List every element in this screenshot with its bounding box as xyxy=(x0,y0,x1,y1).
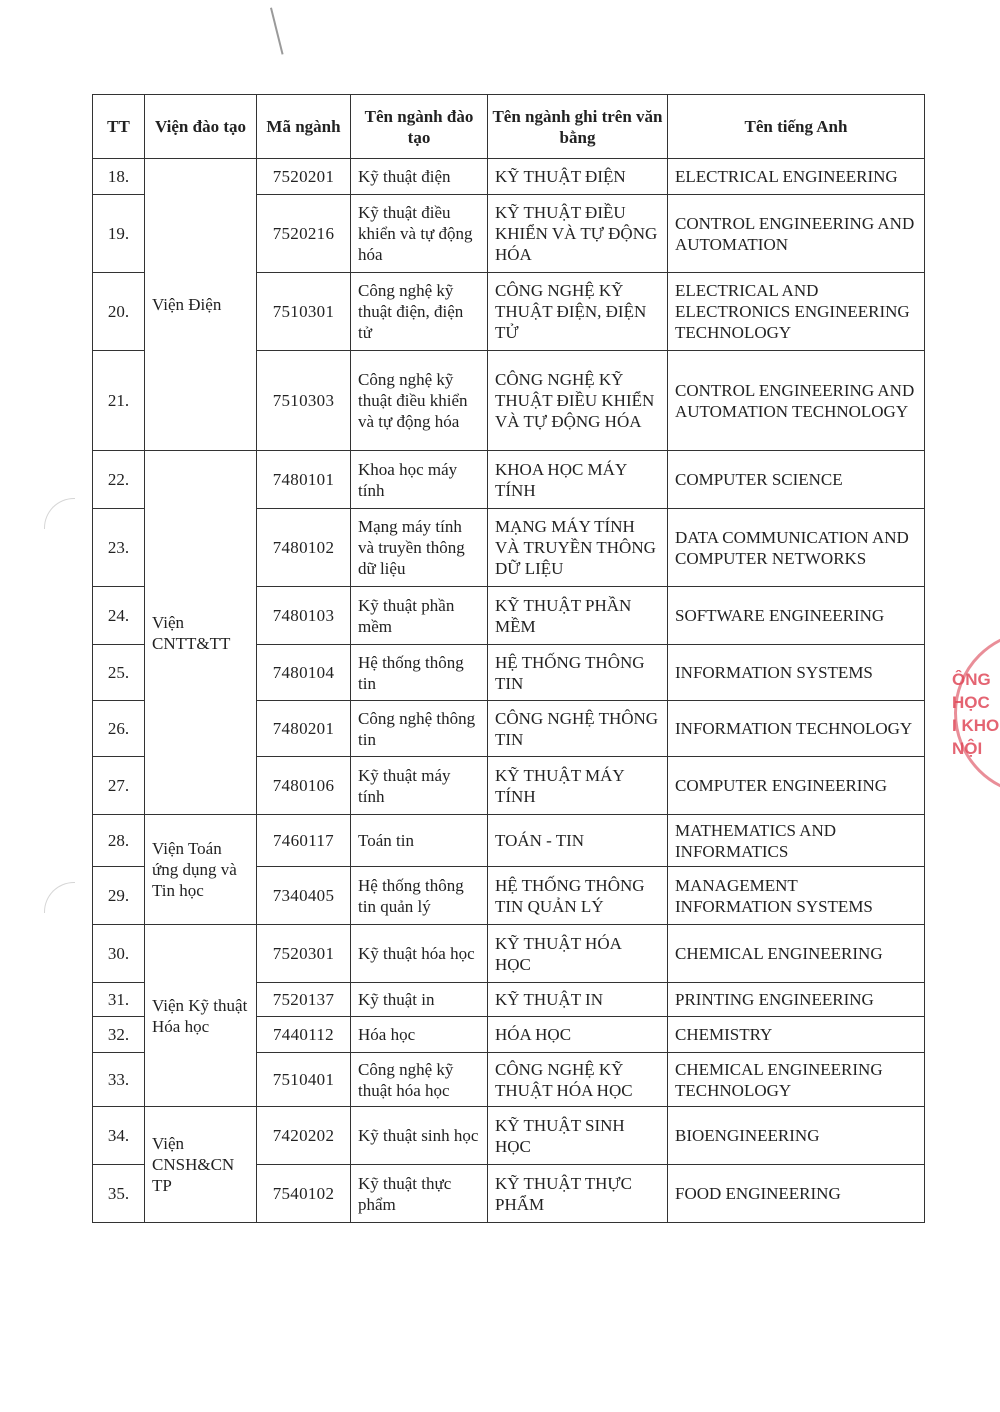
program-code: 7540102 xyxy=(257,1165,351,1223)
program-name-en: MANAGEMENT INFORMATION SYSTEMS xyxy=(668,867,925,925)
diploma-name: MẠNG MÁY TÍNH VÀ TRUYỀN THÔNG DỮ LIỆU xyxy=(488,509,668,587)
program-code: 7520216 xyxy=(257,195,351,273)
program-code: 7510303 xyxy=(257,351,351,451)
program-name-en: SOFTWARE ENGINEERING xyxy=(668,587,925,645)
program-name-en: COMPUTER ENGINEERING xyxy=(668,757,925,815)
diploma-name: HÓA HỌC xyxy=(488,1017,668,1053)
punch-hole-shadow xyxy=(44,882,75,913)
diploma-name: KỸ THUẬT MÁY TÍNH xyxy=(488,757,668,815)
row-number: 22. xyxy=(93,451,145,509)
program-name-vn: Kỹ thuật điện xyxy=(351,159,488,195)
row-number: 35. xyxy=(93,1165,145,1223)
row-number: 20. xyxy=(93,273,145,351)
program-name-vn: Kỹ thuật hóa học xyxy=(351,925,488,983)
row-number: 34. xyxy=(93,1107,145,1165)
diploma-name: TOÁN - TIN xyxy=(488,815,668,867)
program-name-en: CONTROL ENGINEERING AND AUTOMATION TECHNOLOGY xyxy=(668,351,925,451)
program-name-en: CHEMISTRY xyxy=(668,1017,925,1053)
program-code: 7480101 xyxy=(257,451,351,509)
program-name-vn: Công nghệ kỹ thuật điều khiển và tự động hóa xyxy=(351,351,488,451)
punch-hole-shadow xyxy=(44,498,75,529)
row-number: 18. xyxy=(93,159,145,195)
diploma-name: KỸ THUẬT THỰC PHẨM xyxy=(488,1165,668,1223)
program-name-vn: Công nghệ kỹ thuật điện, điện tử xyxy=(351,273,488,351)
header-diploma-name: Tên ngành ghi trên văn bằng xyxy=(488,95,668,159)
program-code: 7520137 xyxy=(257,983,351,1017)
program-name-vn: Kỹ thuật điều khiển và tự động hóa xyxy=(351,195,488,273)
stamp-text-line: I KHO xyxy=(952,716,1000,735)
diploma-name: HỆ THỐNG THÔNG TIN xyxy=(488,645,668,701)
program-name-vn: Kỹ thuật in xyxy=(351,983,488,1017)
row-number: 29. xyxy=(93,867,145,925)
diploma-name: CÔNG NGHỆ KỸ THUẬT ĐIỆN, ĐIỆN TỬ xyxy=(488,273,668,351)
diploma-name: KỸ THUẬT ĐIỆN xyxy=(488,159,668,195)
table-row xyxy=(93,1107,925,1165)
stamp-text-line: HỌC xyxy=(952,693,990,712)
program-name-vn: Kỹ thuật máy tính xyxy=(351,757,488,815)
header-program-name: Tên ngành đào tạo xyxy=(351,95,488,159)
row-number: 24. xyxy=(93,587,145,645)
program-code: 7340405 xyxy=(257,867,351,925)
program-code: 7510401 xyxy=(257,1053,351,1107)
header-tt: TT xyxy=(93,95,145,159)
program-code: 7520301 xyxy=(257,925,351,983)
diploma-name: KỸ THUẬT IN xyxy=(488,983,668,1017)
program-name-en: INFORMATION TECHNOLOGY xyxy=(668,701,925,757)
program-name-vn: Khoa học máy tính xyxy=(351,451,488,509)
diploma-name: KỸ THUẬT SINH HỌC xyxy=(488,1107,668,1165)
header-english-name: Tên tiếng Anh xyxy=(668,95,925,159)
program-code: 7510301 xyxy=(257,273,351,351)
row-number: 32. xyxy=(93,1017,145,1053)
program-name-vn: Công nghệ kỹ thuật hóa học xyxy=(351,1053,488,1107)
row-number: 27. xyxy=(93,757,145,815)
program-code: 7440112 xyxy=(257,1017,351,1053)
stamp-text-line: ÔNG xyxy=(952,670,991,689)
institute-name: Viện Kỹ thuật Hóa học xyxy=(145,925,257,1107)
table-row xyxy=(93,815,925,867)
program-name-vn: Hệ thống thông tin xyxy=(351,645,488,701)
diploma-name: HỆ THỐNG THÔNG TIN QUẢN LÝ xyxy=(488,867,668,925)
row-number: 25. xyxy=(93,645,145,701)
table-row xyxy=(93,159,925,195)
program-name-en: FOOD ENGINEERING xyxy=(668,1165,925,1223)
program-name-en: CONTROL ENGINEERING AND AUTOMATION xyxy=(668,195,925,273)
table-row xyxy=(93,925,925,983)
institute-name: Viện CNTT&TT xyxy=(145,451,257,815)
row-number: 31. xyxy=(93,983,145,1017)
program-name-vn: Hệ thống thông tin quản lý xyxy=(351,867,488,925)
institute-name: Viện Toán ứng dụng và Tin học xyxy=(145,815,257,925)
program-code: 7480106 xyxy=(257,757,351,815)
program-name-en: CHEMICAL ENGINEERING TECHNOLOGY xyxy=(668,1053,925,1107)
diploma-name: CÔNG NGHỆ KỸ THUẬT ĐIỀU KHIỂN VÀ TỰ ĐỘNG HÓA xyxy=(488,351,668,451)
diploma-name: KỸ THUẬT PHẦN MỀM xyxy=(488,587,668,645)
row-number: 26. xyxy=(93,701,145,757)
program-name-vn: Toán tin xyxy=(351,815,488,867)
program-name-vn: Công nghệ thông tin xyxy=(351,701,488,757)
program-name-vn: Kỹ thuật phần mềm xyxy=(351,587,488,645)
official-stamp xyxy=(948,630,1000,800)
program-code: 7480201 xyxy=(257,701,351,757)
program-code: 7460117 xyxy=(257,815,351,867)
diploma-name: KHOA HỌC MÁY TÍNH xyxy=(488,451,668,509)
program-name-vn: Kỹ thuật thực phẩm xyxy=(351,1165,488,1223)
program-code: 7480102 xyxy=(257,509,351,587)
program-code: 7480104 xyxy=(257,645,351,701)
header-institute: Viện đào tạo xyxy=(145,95,257,159)
program-name-vn: Hóa học xyxy=(351,1017,488,1053)
program-code: 7520201 xyxy=(257,159,351,195)
diploma-name: KỸ THUẬT ĐIỀU KHIỂN VÀ TỰ ĐỘNG HÓA xyxy=(488,195,668,273)
diploma-name: CÔNG NGHỆ THÔNG TIN xyxy=(488,701,668,757)
row-number: 23. xyxy=(93,509,145,587)
row-number: 33. xyxy=(93,1053,145,1107)
program-name-en: ELECTRICAL ENGINEERING xyxy=(668,159,925,195)
institute-name: Viện Điện xyxy=(145,159,257,451)
table-header-row xyxy=(93,95,925,159)
table-row xyxy=(93,451,925,509)
pen-mark xyxy=(270,8,284,55)
row-number: 21. xyxy=(93,351,145,451)
institute-name: Viện CNSH&CN TP xyxy=(145,1107,257,1223)
program-name-en: PRINTING ENGINEERING xyxy=(668,983,925,1017)
program-code: 7480103 xyxy=(257,587,351,645)
program-name-en: DATA COMMUNICATION AND COMPUTER NETWORKS xyxy=(668,509,925,587)
program-name-en: INFORMATION SYSTEMS xyxy=(668,645,925,701)
diploma-name: CÔNG NGHỆ KỸ THUẬT HÓA HỌC xyxy=(488,1053,668,1107)
program-code: 7420202 xyxy=(257,1107,351,1165)
header-code: Mã ngành xyxy=(257,95,351,159)
program-name-vn: Mạng máy tính và truyền thông dữ liệu xyxy=(351,509,488,587)
stamp-text-line: NỘI xyxy=(952,739,983,758)
program-name-vn: Kỹ thuật sinh học xyxy=(351,1107,488,1165)
program-name-en: CHEMICAL ENGINEERING xyxy=(668,925,925,983)
program-name-en: COMPUTER SCIENCE xyxy=(668,451,925,509)
program-name-en: ELECTRICAL AND ELECTRONICS ENGINEERING TECHNOLOGY xyxy=(668,273,925,351)
programs-table xyxy=(92,94,925,1223)
program-name-en: MATHEMATICS AND INFORMATICS xyxy=(668,815,925,867)
row-number: 19. xyxy=(93,195,145,273)
row-number: 28. xyxy=(93,815,145,867)
row-number: 30. xyxy=(93,925,145,983)
diploma-name: KỸ THUẬT HÓA HỌC xyxy=(488,925,668,983)
program-name-en: BIOENGINEERING xyxy=(668,1107,925,1165)
